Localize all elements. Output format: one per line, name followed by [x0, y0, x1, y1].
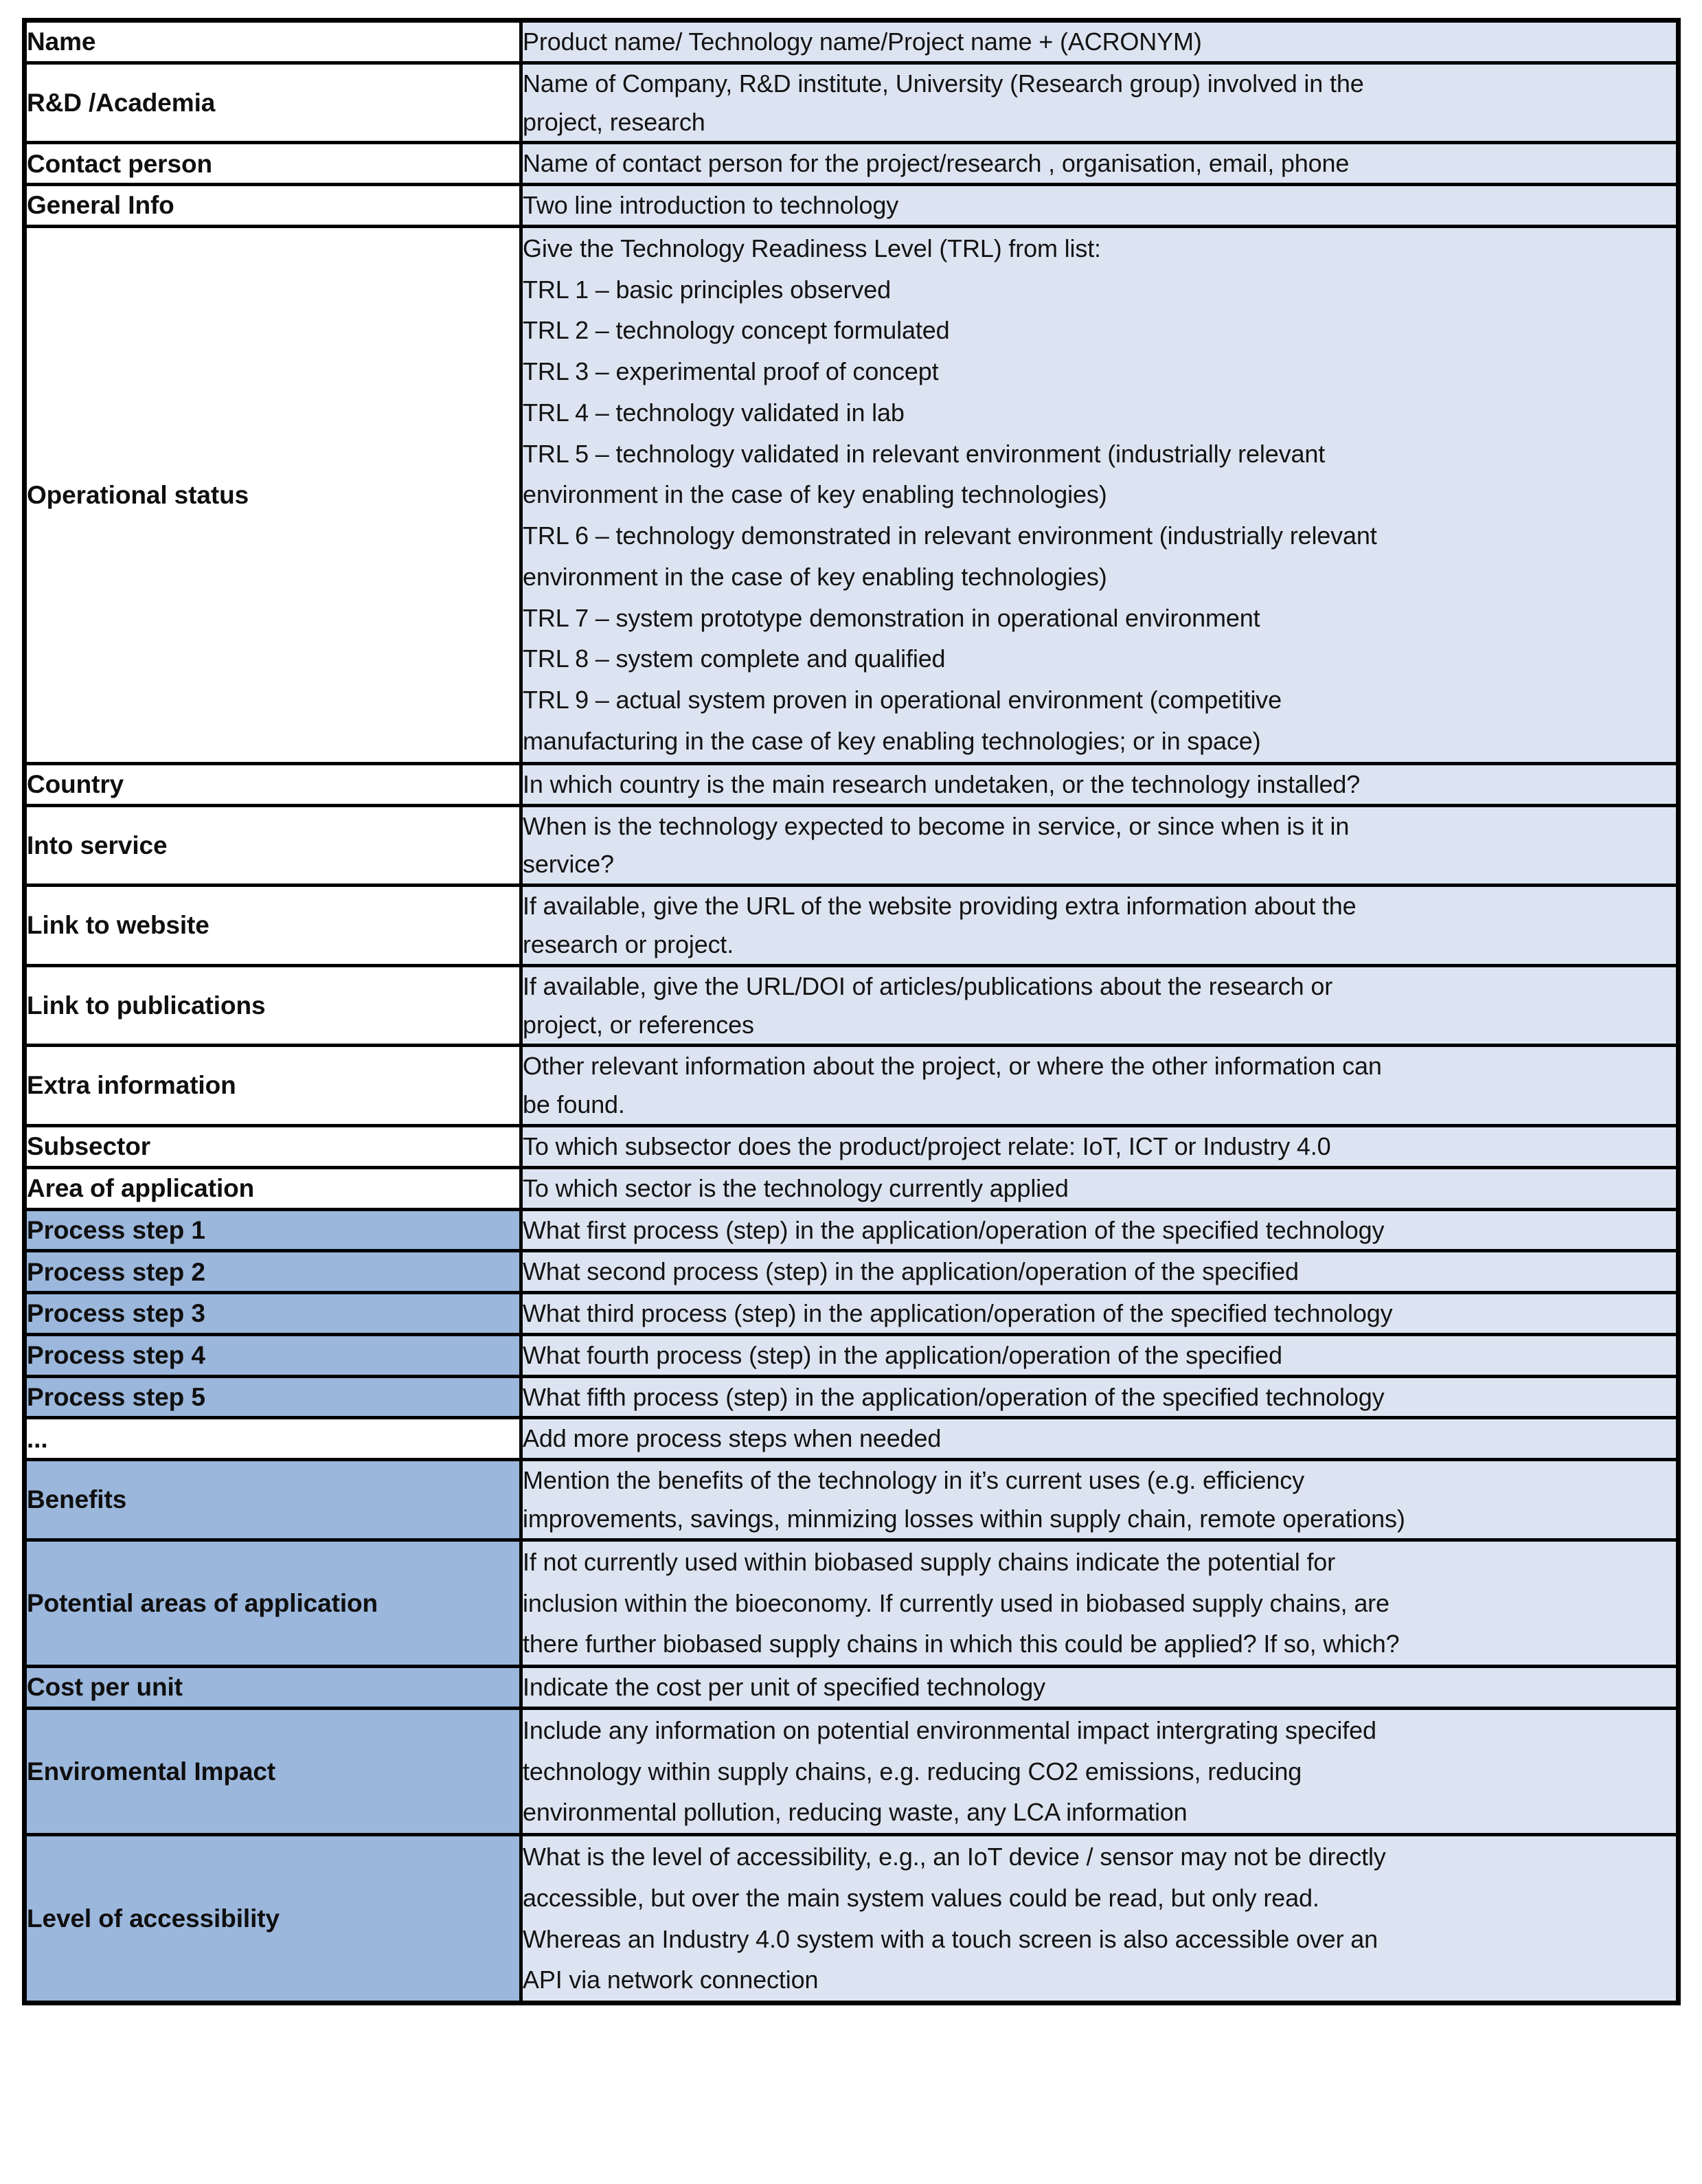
table-row [25, 1460, 1679, 1540]
row-description-cell [521, 886, 1679, 966]
row-label-cell [25, 1334, 521, 1376]
row-label-text: Name [27, 27, 96, 56]
row-label-cell [25, 1835, 521, 2003]
row-description-line: technology within supply chains, e.g. reducing CO2 emissions, reducing [523, 1757, 1302, 1786]
row-description-line: TRL 2 – technology concept formulated [523, 316, 950, 345]
row-description-line: TRL 3 – experimental proof of concept [523, 357, 939, 386]
table-row [25, 1708, 1679, 1834]
row-description-line: To which sector is the technology currently applied [523, 1173, 1069, 1202]
row-label-cell [25, 965, 521, 1046]
row-description-line: TRL 9 – actual system proven in operational environment (competitive [523, 686, 1282, 714]
row-description-line: What third process (step) in the application/operation of the specified technology [523, 1299, 1393, 1328]
row-description-line: To which subsector does the product/project relate: IoT, ICT or Industry 4.0 [523, 1132, 1331, 1160]
row-description-line: environment in the case of key enabling technologies) [523, 562, 1107, 591]
row-description-cell [521, 1460, 1679, 1540]
table-row [25, 1835, 1679, 2003]
row-label-text: Subsector [27, 1132, 151, 1161]
row-description-line: Name of contact person for the project/research , organisation, email, phone [523, 149, 1350, 178]
row-description-line: manufacturing in the case of key enabling technologies; or in space) [523, 726, 1261, 755]
row-description-line: TRL 6 – technology demonstrated in relevant environment (industrially relevant [523, 521, 1377, 550]
row-description-line: project, research [523, 107, 705, 136]
row-description-line: accessible, but over the main system values could be read, but only read. [523, 1883, 1319, 1912]
row-description-line: What fifth process (step) in the application/operation of the specified technology [523, 1382, 1385, 1411]
technology-specification-table [22, 18, 1681, 2005]
row-label-text: Process step 5 [27, 1382, 205, 1411]
row-description-line: Whereas an Industry 4.0 system with a touch screen is also accessible over an [523, 1924, 1378, 1953]
row-label-cell [25, 226, 521, 763]
row-description-line: Name of Company, R&D institute, University (Research group) involved in the [523, 69, 1364, 98]
row-description-line: there further biobased supply chains in which this could be applied? If so, which? [523, 1630, 1400, 1658]
row-label-text: Process step 1 [27, 1215, 205, 1244]
row-description-line: Include any information on potential environmental impact intergrating specifed [523, 1715, 1376, 1744]
row-label-cell [25, 63, 521, 143]
row-description-line: What first process (step) in the application/operation of the specified technology [523, 1215, 1385, 1244]
row-description-line: inclusion within the bioeconomy. If currently used in biobased supply chains, are [523, 1588, 1389, 1617]
table-row [25, 763, 1679, 805]
row-description-cell [521, 1667, 1679, 1709]
row-label-text: Process step 4 [27, 1341, 205, 1370]
table-row [25, 1209, 1679, 1251]
row-description-cell [521, 1376, 1679, 1418]
row-description-line: Indicate the cost per unit of specified technology [523, 1673, 1045, 1702]
row-description-line: Other relevant information about the project, or where the other information can [523, 1052, 1382, 1081]
row-label-cell [25, 1376, 521, 1418]
row-label-text: Extra information [27, 1071, 236, 1100]
table-row [25, 805, 1679, 886]
table-row [25, 1667, 1679, 1709]
row-description-line: In which country is the main research undetaken, or the technology installed? [523, 769, 1361, 798]
row-description-line: project, or references [523, 1010, 754, 1039]
row-label-text: Benefits [27, 1485, 127, 1514]
table-row [25, 1251, 1679, 1293]
row-description-cell [521, 1293, 1679, 1335]
table-row [25, 1167, 1679, 1209]
row-label-text: Enviromental Impact [27, 1757, 276, 1786]
table-row [25, 1293, 1679, 1335]
row-label-text: Contact person [27, 149, 212, 178]
row-description-line: improvements, savings, minmizing losses within supply chain, remote operations) [523, 1505, 1405, 1533]
row-description-line: Mention the benefits of the technology in it’s current uses (e.g. efficiency [523, 1466, 1304, 1495]
row-label-text: ... [27, 1424, 48, 1453]
row-description-line: TRL 7 – system prototype demonstration in operational environment [523, 603, 1260, 632]
table-body [25, 21, 1679, 2003]
row-label-text: R&D /Academia [27, 88, 216, 117]
row-description-line: research or project. [523, 930, 734, 958]
table-row [25, 886, 1679, 966]
row-description-line: service? [523, 850, 614, 879]
row-label-cell [25, 1167, 521, 1209]
table-row [25, 1376, 1679, 1418]
row-description-line: What is the level of accessibility, e.g., an IoT device / sensor may not be directly [523, 1843, 1386, 1871]
row-description-line: What fourth process (step) in the application/operation of the specified [523, 1340, 1282, 1369]
row-description-cell [521, 63, 1679, 143]
row-label-cell [25, 886, 521, 966]
row-label-cell [25, 185, 521, 227]
row-label-text: Process step 3 [27, 1299, 205, 1328]
table-row [25, 1418, 1679, 1460]
row-label-text: Cost per unit [27, 1673, 183, 1702]
row-description-line: What second process (step) in the application/operation of the specified [523, 1257, 1299, 1286]
table-row [25, 1046, 1679, 1126]
row-description-line: Give the Technology Readiness Level (TRL) from list: [523, 234, 1101, 262]
row-description-cell [521, 226, 1679, 763]
row-label-text: Potential areas of application [27, 1588, 378, 1617]
row-description-line: Add more process steps when needed [523, 1424, 942, 1453]
row-description-line: TRL 4 – technology validated in lab [523, 398, 905, 427]
row-label-text: Level of accessibility [27, 1904, 280, 1933]
row-label-cell [25, 1708, 521, 1834]
row-label-cell [25, 1418, 521, 1460]
row-description-line: environmental pollution, reducing waste, any LCA information [523, 1798, 1188, 1827]
row-description-cell [521, 965, 1679, 1046]
row-description-line: Two line introduction to technology [523, 191, 899, 220]
row-description-line: Product name/ Technology name/Project name + (ACRONYM) [523, 27, 1202, 56]
row-label-cell [25, 1293, 521, 1335]
row-description-cell [521, 185, 1679, 227]
row-label-cell [25, 1460, 521, 1540]
row-description-line: If available, give the URL/DOI of articles/publications about the research or [523, 971, 1333, 1000]
table-row [25, 21, 1679, 63]
row-description-line: If not currently used within biobased supply chains indicate the potential for [523, 1547, 1336, 1576]
row-description-line: environment in the case of key enabling technologies) [523, 480, 1107, 509]
row-description-cell [521, 1125, 1679, 1167]
row-label-text: Country [27, 769, 124, 798]
row-description-line: TRL 8 – system complete and qualified [523, 644, 946, 673]
row-description-cell [521, 1418, 1679, 1460]
row-description-line: If available, give the URL of the website providing extra information about the [523, 892, 1357, 921]
row-description-cell [521, 763, 1679, 805]
row-description-line: TRL 5 – technology validated in relevant environment (industrially relevant [523, 439, 1326, 468]
row-description-line: API via network connection [523, 1966, 819, 1994]
row-label-cell [25, 1251, 521, 1293]
row-label-cell [25, 805, 521, 886]
row-description-line: be found. [523, 1090, 625, 1119]
row-label-text: Into service [27, 831, 168, 859]
row-description-cell [521, 21, 1679, 63]
row-label-cell [25, 1209, 521, 1251]
table-row [25, 1334, 1679, 1376]
row-description-line: When is the technology expected to become in service, or since when is it in [523, 811, 1350, 840]
row-label-text: Link to website [27, 911, 209, 940]
row-label-cell [25, 21, 521, 63]
table-row [25, 1540, 1679, 1666]
table-row [25, 63, 1679, 143]
table-row [25, 185, 1679, 227]
row-description-cell [521, 143, 1679, 185]
row-label-text: Process step 2 [27, 1257, 205, 1286]
row-description-cell [521, 1334, 1679, 1376]
row-description-cell [521, 1540, 1679, 1666]
row-label-cell [25, 1540, 521, 1666]
row-description-cell [521, 1167, 1679, 1209]
table-row [25, 226, 1679, 763]
row-label-cell [25, 143, 521, 185]
row-label-text: Area of application [27, 1173, 255, 1202]
row-description-cell [521, 1209, 1679, 1251]
row-label-text: General Info [27, 191, 174, 220]
table-row [25, 1125, 1679, 1167]
row-description-cell [521, 805, 1679, 886]
row-description-cell [521, 1835, 1679, 2003]
row-label-cell [25, 763, 521, 805]
row-description-cell [521, 1251, 1679, 1293]
row-label-text: Link to publications [27, 991, 266, 1020]
row-label-cell [25, 1046, 521, 1126]
table-row [25, 143, 1679, 185]
row-description-cell [521, 1708, 1679, 1834]
row-label-text: Operational status [27, 480, 249, 509]
table-row [25, 965, 1679, 1046]
row-description-line: TRL 1 – basic principles observed [523, 275, 891, 304]
row-label-cell [25, 1667, 521, 1709]
row-label-cell [25, 1125, 521, 1167]
row-description-cell [521, 1046, 1679, 1126]
